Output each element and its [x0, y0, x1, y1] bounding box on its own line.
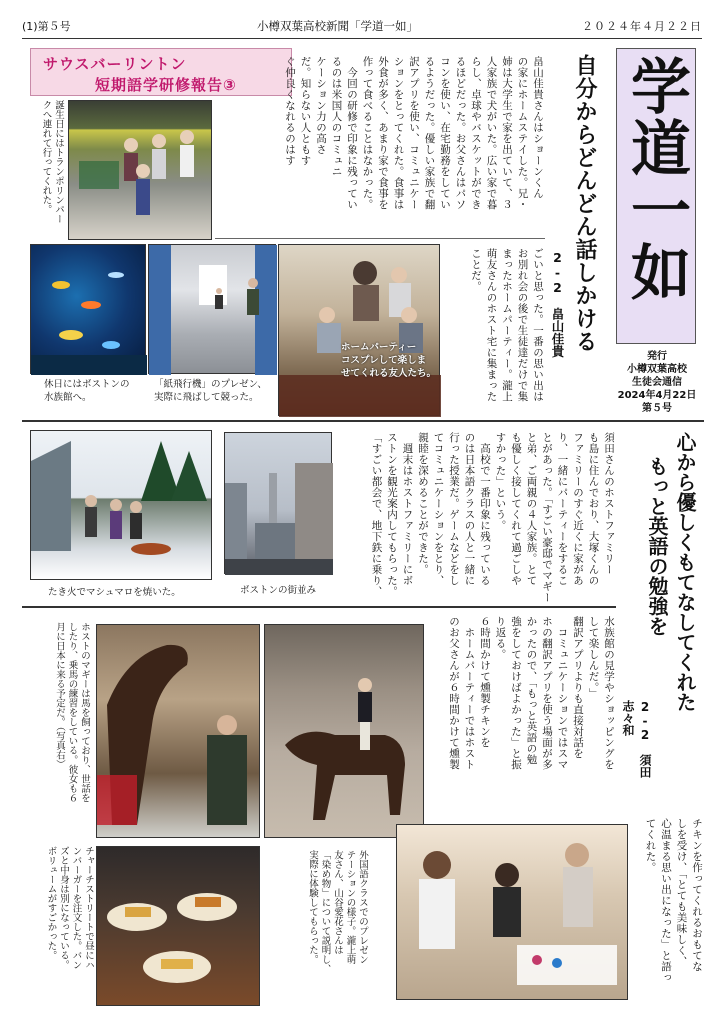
article1-body-lower: ごいと思った。一番の思い出は お別れ会の後で生徒達だけで集 まったホームパーティー。瀧上 萌友さんのホスト宅に集まった ことだ。	[470, 248, 544, 402]
class-scene	[397, 825, 629, 1001]
class-photo	[396, 824, 628, 1000]
hallway-scene	[149, 245, 277, 375]
publisher-name: 小樽双葉高校 生徒会通信	[627, 364, 687, 388]
article1-body-upper: 畠山佳貴さんはショーンくん の家にホームステイした。兄・ 姉は大学生で家を出ていて、３ 人家族で犬がいた。広い家で暮 らし、卓球やバスケットができ るほどだった。お父さんはパソ コンを使い、在宅勤務をしてい るようだった。優しい家族で翻 訳アプリを使い、コミュニケー ションをとってくれた。食事は 外食が多く、あまり家で食事を 作って食べることはなかった。 今回の研修で印象に残ってい るのは米国人のコミュニ ケーション力の高さ だ。知らない人ともす ぐ仲良くなれるのはす	[284, 56, 544, 210]
article2-headline2: もっと英語の勉強を	[645, 456, 669, 636]
aquarium-photo	[30, 244, 146, 374]
horse-caption: ホストのマギーは馬を飼っており、世話を したり、乗馬の練習をしている。彼女も６ 月に日本に来る予定だ。（写真右）	[54, 622, 90, 803]
article2-body-upper: 須田さんのホストファミリー も島に住んでおり、大塚くんの ファミリーのすぐ近くに家があ り、一緒にパーティーをするこ とがあった。「すごい豪邸でマギー と弟、ご両親の４人家族。とて も優しく接してくれて過ごしや すかった」という。 高校で一番印象に残っている のは日本語クラスの人と一緒に 行った授業だ。ゲームなどをし てコミュニケーションをとり、 親睦を深めることができた。 週末はホストファミリーにボ ストンを観光案内してもらった。 「すごい都会で、地下鉄に乗り、	[370, 432, 615, 603]
masthead-logo: 学道一如	[621, 55, 691, 303]
article1-divider	[215, 238, 545, 239]
aquarium-caption: 休日にはボストンの 水族館へ。	[44, 379, 130, 403]
horse-riding-photo	[264, 624, 424, 838]
horse-feeding-scene	[97, 625, 261, 839]
series-banner	[30, 48, 292, 96]
horse-riding-scene	[265, 625, 425, 839]
class-caption: 外国語クラスでのプレゼン テーションの様子。瀧上萌 友さん、山谷愛花さんは 「染め物」について説明し、 実際に体験してもらった。	[307, 850, 368, 974]
publication-date: 2024年4月22日	[617, 390, 697, 401]
boston-caption: ボストンの街並み	[240, 585, 317, 596]
bonfire-scene	[31, 431, 213, 581]
boston-photo	[224, 432, 332, 574]
party-caption: ホームパーティー コスプレして楽しま せてくれる友人たち。	[341, 342, 437, 379]
food-caption: チャーチストリートで昼にハ ンバーガーを注文した。バン ズと中身は別になっている。 ボリュームがすごかった。	[45, 846, 94, 970]
food-scene	[97, 847, 261, 1007]
issue-date: ２０２４年４月２２日	[582, 20, 702, 33]
food-photo	[96, 846, 260, 1006]
trampoline-scene	[69, 101, 213, 241]
paper-plane-caption: 「紙飛行機」のプレゼン、 実際に飛ばして競った。	[154, 379, 267, 403]
article2-byline: 2-2 須田志々和	[621, 700, 652, 778]
section-divider-1	[22, 420, 704, 422]
issue-number: (1)第５号	[22, 20, 71, 33]
bonfire-caption: たき火でマシュマロを焼いた。	[48, 587, 181, 598]
fish-scene	[31, 245, 147, 375]
masthead-box	[616, 48, 696, 344]
party-scene	[279, 245, 441, 417]
article1-headline: 自分からどんどん話しかける	[572, 54, 597, 353]
publisher-label: 発行	[647, 351, 667, 362]
article2-body-lower: 水族館の見学やショッピングを して楽しんだ。」 翻訳アプリよりも直接対話を コミュニケーションではスマ ホの翻訳アプリを使う場面が多 かったので、「もっと英語の勉 強をしておけばよかった」と振 り返る。 ６時間かけて燻製チキンを ホームパーティーではホスト のお父さんが６時間かけて燻製	[448, 616, 615, 770]
article2-headline1: 心から優しくもてなしてくれた	[673, 432, 697, 712]
bonfire-photo	[30, 430, 212, 580]
article2-body-bottom: チキンを作ってくれるおもてな しを受け、「とても美味しく、 心温まる思い出になった」と語っ てくれた。	[644, 818, 703, 983]
publisher-info	[614, 350, 700, 415]
paper-plane-photo	[148, 244, 276, 374]
newspaper-title: 小樽双葉高校新聞「学道一如」	[257, 19, 418, 33]
city-scene	[225, 433, 333, 575]
series-banner-line1: サウスバーリントン	[43, 55, 187, 73]
publication-number: 第５号	[642, 403, 672, 414]
page-header	[22, 16, 702, 36]
horse-feeding-photo	[96, 624, 260, 838]
trampoline-caption: 誕生日にはトランポリンパー クへ連れて行ってくれた。	[40, 100, 64, 224]
header-rule	[22, 38, 702, 39]
section-divider-2	[22, 606, 616, 608]
series-banner-line2: 短期語学研修報告③	[95, 76, 237, 94]
party-photo	[278, 244, 440, 416]
trampoline-photo	[68, 100, 212, 240]
article1-byline: 2-2 畠山佳貴	[550, 250, 565, 358]
